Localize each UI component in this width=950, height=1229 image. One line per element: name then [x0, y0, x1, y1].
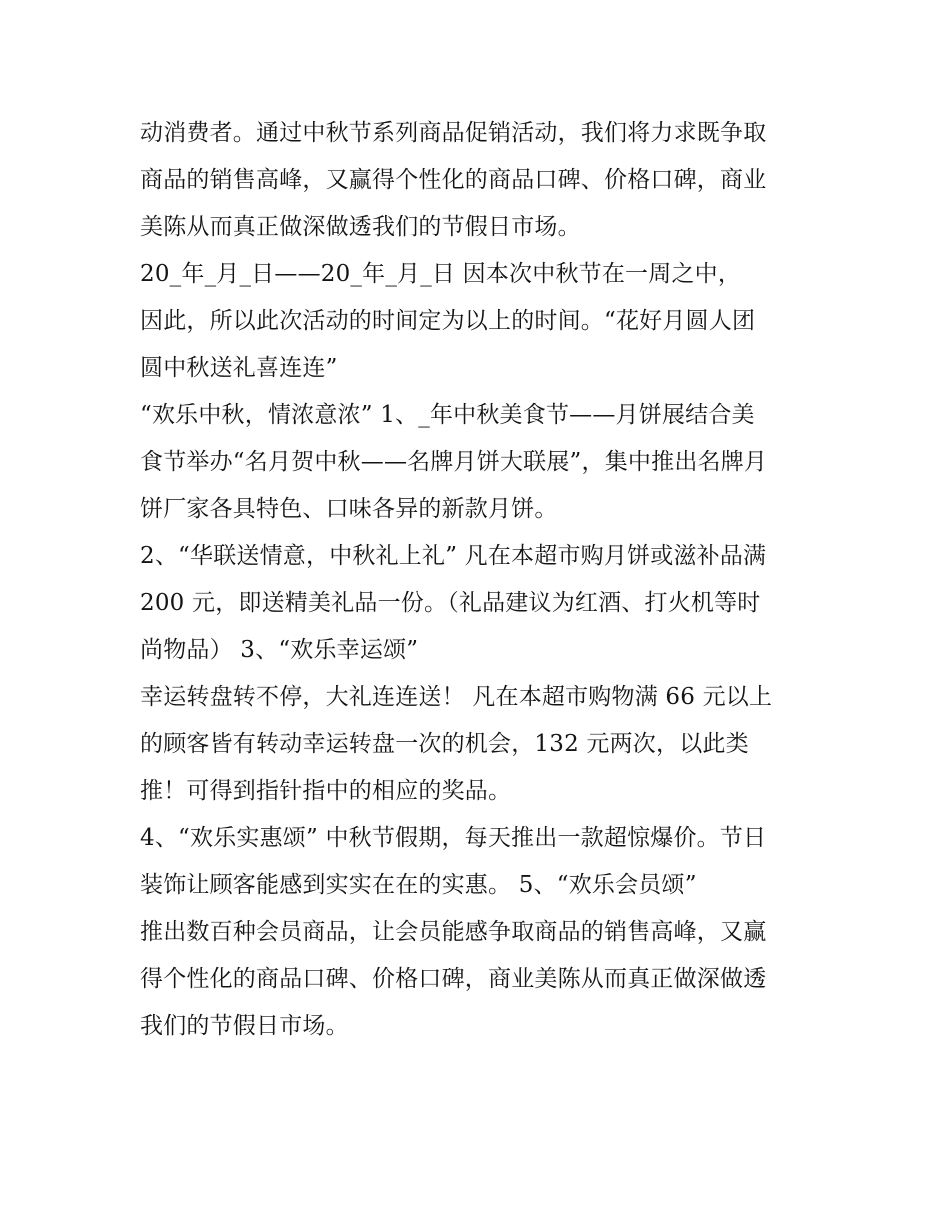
text-line: “欢乐中秋，情浓意浓” 1、_年中秋美食节——月饼展结合美	[140, 402, 755, 428]
document-body	[140, 110, 830, 1050]
text-line: 因此，所以此次活动的时间定为以上的时间。“花好月圆人团	[140, 308, 756, 334]
text-line: 幸运转盘转不停，大礼连连送！ 凡在本超市购物满 66 元以上	[140, 684, 773, 710]
text-line: 得个性化的商品口碑、价格口碑，商业美陈从而真正做深做透	[140, 966, 767, 992]
text-line: 200 元，即送精美礼品一份。（礼品建议为红酒、打火机等时	[140, 590, 761, 616]
text-line: 尚物品） 3、“欢乐幸运颂”	[140, 637, 419, 663]
text-line: 圆中秋送礼喜连连”	[140, 355, 338, 381]
text-line: 2、“华联送情意，中秋礼上礼” 凡在本超市购月饼或滋补品满	[140, 543, 767, 569]
text-line: 装饰让顾客能感到实实在在的实惠。 5、“欢乐会员颂”	[140, 872, 697, 898]
text-line: 美陈从而真正做深做透我们的节假日市场。	[140, 214, 581, 240]
text-line: 我们的节假日市场。	[140, 1013, 349, 1039]
text-line: 饼厂家各具特色、口味各异的新款月饼。	[140, 496, 558, 522]
text-line: 动消费者。通过中秋节系列商品促销活动，我们将力求既争取	[140, 120, 767, 146]
text-line: 20_年_月_日——20_年_月_日 因本次中秋节在一周之中，	[140, 261, 742, 287]
text-line: 4、“欢乐实惠颂” 中秋节假期，每天推出一款超惊爆价。节日	[140, 825, 767, 851]
text-line: 推出数百种会员商品，让会员能感争取商品的销售高峰，又赢	[140, 919, 767, 945]
text-line: 推！可得到指针指中的相应的奖品。	[140, 778, 512, 804]
text-line: 食节举办“名月贺中秋——名牌月饼大联展”，集中推出名牌月	[140, 449, 768, 475]
text-line: 的顾客皆有转动幸运转盘一次的机会，132 元两次，以此类	[140, 731, 749, 757]
text-line: 商品的销售高峰，又赢得个性化的商品口碑、价格口碑，商业	[140, 167, 767, 193]
